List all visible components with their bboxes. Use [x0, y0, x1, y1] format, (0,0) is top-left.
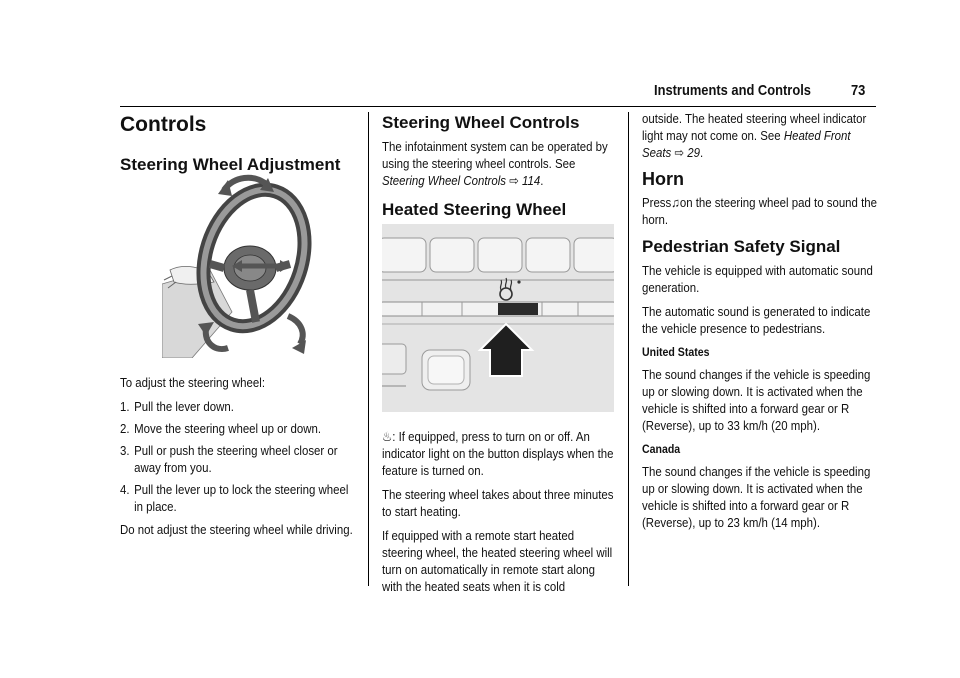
heated-seats-ref-page[interactable]: 29 — [687, 145, 700, 160]
subsection-title-heated-steering-wheel: Heated Steering Wheel — [382, 200, 567, 219]
heated-p1-text: : If equipped, press to turn on or off. An indicator light on the button displays when the feature is turned on. — [382, 429, 614, 478]
step-item — [120, 420, 360, 437]
steering-wheel-controls-text: The infotainment system can be operated by using the steering wheel controls. See Steering Wheel Controls ⇨ 114. — [382, 139, 608, 188]
page-ref-icon: ⇨ — [674, 145, 685, 160]
horn-text — [642, 194, 878, 228]
step-number: 4. — [120, 482, 130, 497]
united-states-text: The sound changes if the vehicle is speeding up or slowing down. It is activated when the vehicle is shifted into a forward gear or R (Reverse), up to 33 km/h (20 mph). — [642, 367, 871, 433]
dash-button-drawing — [382, 224, 614, 412]
step-text: Move the steering wheel up or down. — [134, 421, 322, 436]
subsection-title-steering-wheel-controls: Steering Wheel Controls — [382, 113, 580, 132]
step-item — [120, 481, 360, 515]
column-1 — [120, 112, 360, 176]
step-number: 3. — [120, 443, 130, 458]
heated-steering-wheel-button-illustration — [382, 224, 614, 412]
pss-paragraph-2: The automatic sound is generated to indicate the vehicle presence to pedestrians. — [642, 304, 871, 336]
heated-wheel-continued: outside. The heated steering wheel indicator light may not come on. See Heated Front Seats ⇨ 29. — [642, 111, 867, 160]
running-header — [0, 82, 960, 106]
steering-adjust-steps — [120, 398, 360, 515]
steering-adjust-warning: Do not adjust the steering wheel while driving. — [120, 522, 353, 537]
step-number: 2. — [120, 421, 130, 436]
swc-ref-page[interactable]: 114 — [521, 173, 541, 188]
step-number: 1. — [120, 399, 130, 414]
step-text: Pull or push the steering wheel closer or away from you. — [134, 443, 338, 475]
horn-text-rest: on the steering wheel pad to sound the horn. — [642, 195, 878, 227]
column-divider-1 — [368, 112, 369, 586]
column-1-body — [120, 374, 360, 545]
heated-steering-wheel-icon: ♨ — [382, 429, 393, 444]
subsection-title-horn: Horn — [642, 169, 684, 189]
canada-label: Canada — [642, 442, 681, 456]
column-2 — [382, 112, 618, 221]
united-states-label: United States — [642, 345, 710, 359]
column-2-body — [382, 428, 618, 602]
column-3 — [642, 110, 878, 538]
column-divider-2 — [628, 112, 629, 586]
heated-wheel-timing: The steering wheel takes about three minutes to start heating. — [382, 487, 614, 519]
steering-wheel-adjustment-illustration — [162, 172, 318, 358]
swc-cross-reference[interactable]: Steering Wheel Controls — [382, 173, 506, 188]
subsection-title-steering-wheel-adjustment: Steering Wheel Adjustment — [120, 155, 341, 174]
steering-adjust-intro: To adjust the steering wheel: — [120, 375, 266, 390]
step-item — [120, 442, 360, 476]
header-title: Instruments and Controls — [654, 82, 811, 99]
horn-press-word: Press — [642, 195, 672, 210]
pss-paragraph-1: The vehicle is equipped with automatic sound generation. — [642, 263, 873, 295]
swc-text: The infotainment system can be operated by using the steering wheel controls. See — [382, 139, 608, 171]
continued-text: outside. The heated steering wheel indicator light may not come on. See — [642, 111, 867, 143]
heated-wheel-remote-start: If equipped with a remote start heated steering wheel, the heated steering wheel will turn on automatically in remote start along with the heated seats when it is cold — [382, 528, 613, 594]
subsection-title-pedestrian-safety-signal: Pedestrian Safety Signal — [642, 237, 841, 256]
horn-icon: ♫ — [671, 195, 680, 210]
header-rule — [120, 106, 876, 107]
heated-seats-cross-reference[interactable]: Heated Front Seats — [642, 128, 851, 160]
steering-wheel-drawing — [162, 172, 318, 358]
canada-text: The sound changes if the vehicle is speeding up or slowing down. It is activated when the vehicle is shifted into a forward gear or R (Reverse), up to 23 km/h (14 mph). — [642, 464, 871, 530]
step-text: Pull the lever up to lock the steering wheel in place. — [134, 482, 349, 514]
step-item — [120, 398, 360, 415]
heated-wheel-description — [382, 428, 618, 479]
page-ref-icon: ⇨ — [509, 173, 519, 188]
page-number: 73 — [851, 82, 866, 99]
section-title-controls: Controls — [120, 113, 207, 136]
step-text: Pull the lever down. — [134, 399, 234, 414]
